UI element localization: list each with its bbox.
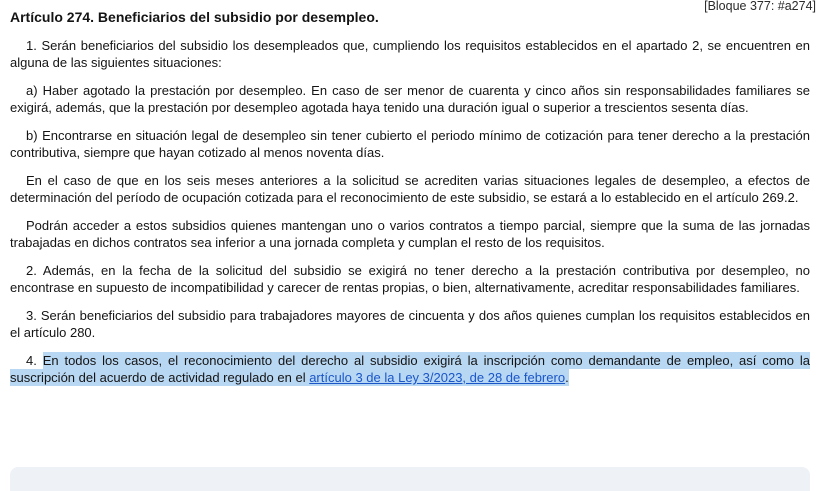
paragraph-1b: b) Encontrarse en situación legal de desempleo sin tener cubierto el periodo mínimo de cotización para tener derecho a la prestación contributiva, siempre que hayan cotizado al menos noventa días. xyxy=(10,128,810,160)
selection-highlight xyxy=(10,352,810,386)
note-box-top-edge xyxy=(10,467,810,491)
paragraph-1: 1. Serán beneficiarios del subsidio los desempleados que, cumpliendo los requisitos establecidos en el apartado 2, se encuentren en alguna de las siguientes situaciones: xyxy=(10,38,810,70)
article-title: Artículo 274. Beneficiarios del subsidio por desempleo. xyxy=(10,9,379,25)
ley-3-2023-link[interactable]: artículo 3 de la Ley 3/2023, de 28 de febrero xyxy=(309,370,566,385)
paragraph-4-highlighted xyxy=(10,352,810,386)
paragraph-4-text: En todos los casos, el reconocimiento del derecho al subsidio exigirá la inscripción como demandante de empleo, así como la suscripción del acuerdo de actividad regulado en el xyxy=(10,353,810,385)
paragraph-seis-meses: En el caso de que en los seis meses anteriores a la solicitud se acrediten varias situaciones legales de desempleo, a efectos de determinación del período de ocupación cotizada para el reconocimiento de este subsidio, se estará a lo establecido en el artículo 269.2. xyxy=(10,173,810,205)
bloque-reference: [Bloque 377: #a274] xyxy=(704,0,816,13)
paragraph-1a: a) Haber agotado la prestación por desempleo. En caso de ser menor de cuarenta y cinco años sin responsabilidades familiares se exigirá, además, que la prestación por desempleo agotada haya tenido una duración igual o superior a trescientos sesenta días. xyxy=(10,83,810,115)
paragraph-4-period: . xyxy=(565,370,569,385)
paragraph-4-number: 4. xyxy=(26,353,43,368)
paragraph-2: 2. Además, en la fecha de la solicitud del subsidio se exigirá no tener derecho a la prestación contributiva por desempleo, no encontrase en supuesto de incompatibilidad y carecer de rentas propias, o bien, alternativamente, acreditar responsabilidades familiares. xyxy=(10,263,810,295)
paragraph-tiempo-parcial: Podrán acceder a estos subsidios quienes mantengan uno o varios contratos a tiempo parcial, siempre que la suma de las jornadas trabajadas en dichos contratos sea inferior a una jornada completa y cumplan el resto de los requisitos. xyxy=(10,218,810,250)
paragraph-3: 3. Serán beneficiarios del subsidio para trabajadores mayores de cincuenta y dos años quienes cumplan los requisitos establecidos en el artículo 280. xyxy=(10,308,810,340)
